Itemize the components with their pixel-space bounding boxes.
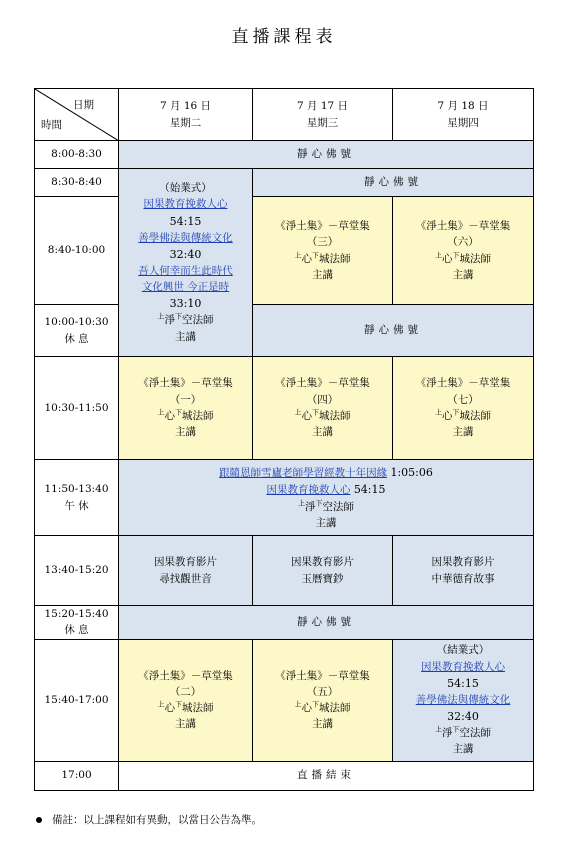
lecture-role: 主講 bbox=[312, 426, 333, 439]
film-cell: 因果教育影片 尋找觀世音 bbox=[119, 536, 253, 606]
opening-link-3[interactable] bbox=[121, 263, 250, 296]
closing-label: （結業式） bbox=[436, 644, 490, 657]
time-cell: 8:30-8:40 bbox=[35, 169, 119, 197]
footnote bbox=[36, 812, 262, 827]
table-row bbox=[35, 141, 534, 169]
day-date: 7 月 16 日 bbox=[159, 100, 212, 113]
day-weekday: 星期三 bbox=[306, 116, 339, 129]
time-cell: 10:30-11:50 bbox=[35, 357, 119, 460]
bullet-icon bbox=[36, 817, 42, 823]
lecture-cell bbox=[253, 357, 393, 460]
lecture-teacher: $^上$心$^下$城法師 bbox=[294, 700, 351, 715]
noon-link-1[interactable]: 跟隨恩師雪廬老師學習經教十年因緣 bbox=[219, 466, 388, 479]
noon-duration-2: 54:15 bbox=[353, 483, 386, 497]
time-note: 午 休 bbox=[64, 499, 89, 512]
time-cell: 17:00 bbox=[35, 761, 119, 790]
lecture-role: 主講 bbox=[312, 718, 333, 731]
lecture-teacher: $^上$心$^下$城法師 bbox=[435, 408, 491, 422]
lecture-teacher: $^上$心$^下$城法師 bbox=[435, 251, 491, 265]
time-cell: 15:20-15:40 休 息 bbox=[35, 606, 119, 640]
day-weekday: 星期四 bbox=[447, 116, 479, 129]
time-note: 休 息 bbox=[64, 624, 89, 637]
lecture-role: 主講 bbox=[452, 268, 474, 281]
time-cell: 8:40-10:00 bbox=[35, 197, 119, 305]
closing-link-2[interactable]: 善學佛法與傳統文化 bbox=[415, 693, 511, 706]
lecture-title: 《淨土集》－草堂集 bbox=[275, 669, 370, 682]
lecture-title: 《淨土集》－草堂集 bbox=[275, 377, 370, 390]
lecture-role: 主講 bbox=[175, 718, 196, 731]
lecture-part: （七） bbox=[447, 393, 479, 406]
lecture-cell bbox=[253, 197, 393, 305]
lecture-part: （六） bbox=[447, 236, 479, 249]
table-row bbox=[35, 606, 534, 640]
day-header-3 bbox=[393, 89, 534, 141]
day-weekday: 星期二 bbox=[169, 116, 202, 129]
time-cell: 13:40-15:20 bbox=[35, 536, 119, 606]
opening-link-1[interactable]: 因果教育挽救人心 bbox=[143, 198, 228, 211]
film-cell: 因果教育影片 玉曆寶鈔 bbox=[253, 536, 393, 606]
table-row bbox=[35, 197, 534, 305]
day-header-1 bbox=[119, 89, 253, 141]
noon-line-2 bbox=[121, 481, 531, 498]
lecture-part: （三） bbox=[306, 236, 339, 249]
noon-role: 主講 bbox=[315, 516, 337, 529]
lecture-title: 《淨土集》－草堂集 bbox=[275, 219, 370, 232]
calm-chant-cell: 靜心佛號 bbox=[253, 169, 534, 197]
closing-teacher: $^上$淨$^下$空法師 bbox=[435, 725, 491, 740]
lecture-part: （四） bbox=[306, 393, 339, 406]
header-row bbox=[35, 89, 534, 141]
closing-ceremony-cell bbox=[393, 639, 534, 761]
table-row bbox=[35, 169, 534, 197]
time-cell: 15:40-17:00 bbox=[35, 639, 119, 761]
table-row bbox=[35, 460, 534, 536]
lecture-teacher: $^上$心$^下$城法師 bbox=[294, 408, 351, 422]
lecture-part: （五） bbox=[306, 685, 339, 698]
time-note: 休 息 bbox=[64, 332, 89, 345]
opening-duration-1: 54:15 bbox=[169, 214, 202, 228]
lecture-teacher: $^上$心$^下$城法師 bbox=[157, 408, 214, 422]
noon-link-2[interactable]: 因果教育挽救人心 bbox=[266, 484, 351, 497]
lecture-part: （二） bbox=[169, 685, 202, 698]
broadcast-end-cell: 直播結束 bbox=[119, 761, 534, 790]
lecture-title: 《淨土集》－草堂集 bbox=[138, 377, 233, 390]
table-row bbox=[35, 357, 534, 460]
film-title: 中華德育故事 bbox=[431, 572, 495, 585]
time-cell: 10:00-10:30 休 息 bbox=[35, 305, 119, 357]
corner-time-label: 時間 bbox=[41, 118, 62, 131]
lecture-teacher: $^上$心$^下$城法師 bbox=[294, 251, 351, 265]
film-title: 尋找觀世音 bbox=[159, 572, 212, 585]
time-cell: 8:00-8:30 bbox=[35, 141, 119, 169]
lecture-cell bbox=[393, 197, 534, 305]
lecture-cell bbox=[119, 357, 253, 460]
lecture-role: 主講 bbox=[312, 268, 333, 281]
table-row bbox=[35, 761, 534, 790]
noon-teacher: $^上$淨$^下$空法師 bbox=[298, 499, 354, 513]
calm-chant-cell: 靜心佛號 bbox=[119, 141, 534, 169]
page-title: 直播課程表 bbox=[231, 27, 337, 47]
closing-link-1[interactable]: 因果教育挽救人心 bbox=[421, 660, 505, 673]
opening-link-2[interactable]: 善學佛法與傳統文化 bbox=[138, 231, 233, 244]
opening-label: （始業式） bbox=[159, 182, 212, 194]
corner-cell bbox=[35, 89, 119, 141]
day-date: 7 月 18 日 bbox=[437, 100, 489, 113]
noon-duration-1: 1:05:06 bbox=[390, 465, 433, 479]
calm-chant-cell: 靜心佛號 bbox=[253, 305, 534, 357]
corner-date-label: 日期 bbox=[73, 99, 94, 111]
closing-duration-1: 54:15 bbox=[447, 676, 479, 690]
noon-line-1 bbox=[121, 464, 531, 481]
opening-link-3-line1: 吾人何幸而生此時代 bbox=[138, 264, 233, 277]
lecture-title: 《淨土集》－草堂集 bbox=[138, 669, 233, 682]
closing-role: 主講 bbox=[452, 743, 474, 756]
schedule-table bbox=[34, 88, 534, 791]
lecture-role: 主講 bbox=[175, 426, 196, 439]
lecture-teacher: $^上$心$^下$城法師 bbox=[157, 700, 214, 715]
opening-teacher: $^上$淨$^下$空法師 bbox=[157, 312, 214, 327]
noon-session-cell bbox=[119, 460, 534, 536]
time-cell: 11:50-13:40 午 休 bbox=[35, 460, 119, 536]
opening-role: 主講 bbox=[175, 330, 196, 343]
opening-ceremony-cell bbox=[119, 169, 253, 357]
day-header-2 bbox=[253, 89, 393, 141]
opening-duration-3: 33:10 bbox=[169, 297, 202, 311]
footnote-text: 備註：以上課程如有異動，以當日公告為準。 bbox=[52, 814, 262, 826]
opening-link-3-line2: 文化興世 今正是時 bbox=[141, 281, 230, 294]
lecture-cell bbox=[393, 357, 534, 460]
table-row bbox=[35, 305, 534, 357]
film-title: 玉曆寶鈔 bbox=[301, 572, 344, 585]
lecture-role: 主講 bbox=[452, 426, 474, 439]
lecture-cell bbox=[119, 639, 253, 761]
lecture-cell bbox=[253, 639, 393, 761]
lecture-part: （一） bbox=[169, 393, 202, 406]
table-row bbox=[35, 536, 534, 606]
calm-chant-cell: 靜心佛號 bbox=[119, 606, 534, 640]
film-cell: 因果教育影片 中華德育故事 bbox=[393, 536, 534, 606]
day-date: 7 月 17 日 bbox=[296, 100, 349, 113]
table-row bbox=[35, 639, 534, 761]
closing-duration-2: 32:40 bbox=[447, 710, 479, 724]
opening-duration-2: 32:40 bbox=[169, 247, 202, 261]
lecture-title: 《淨土集》－草堂集 bbox=[415, 377, 511, 390]
lecture-title: 《淨土集》－草堂集 bbox=[415, 219, 511, 232]
